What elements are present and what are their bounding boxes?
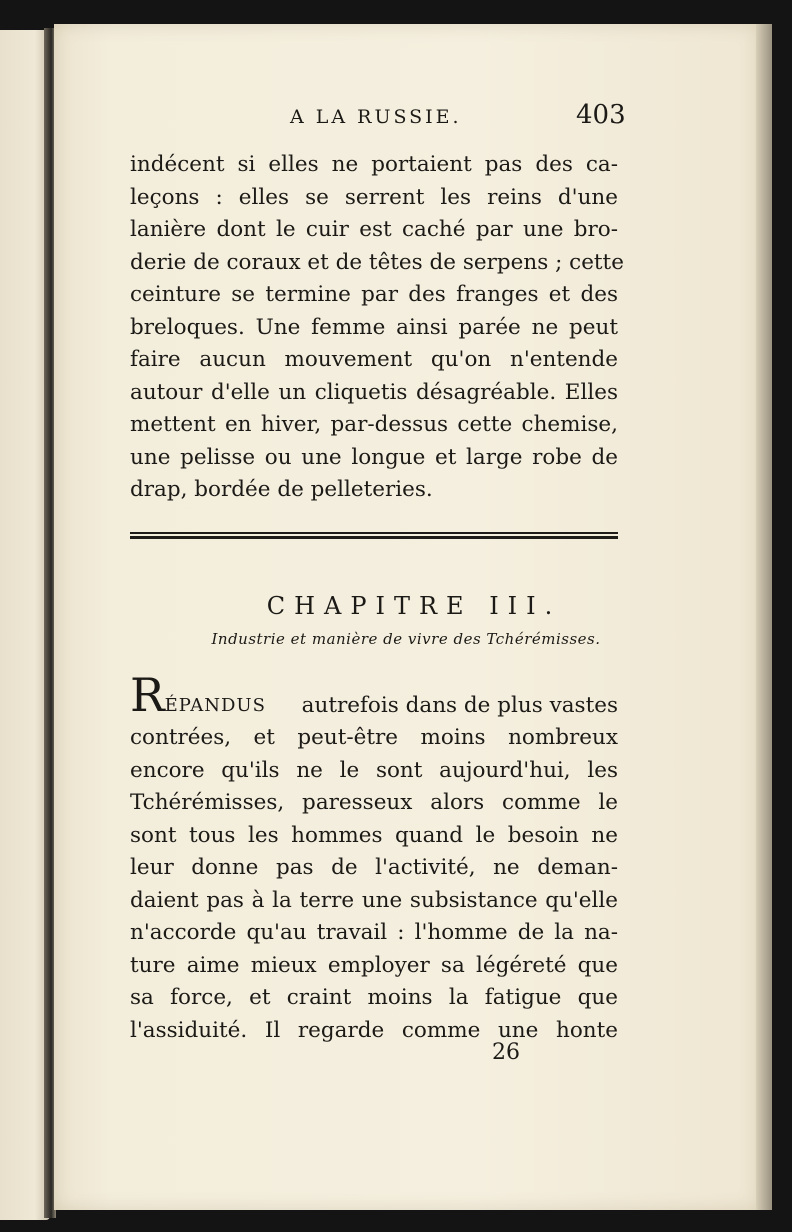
text-line: breloques. Une femme ainsi parée ne peut: [130, 314, 618, 340]
text-line: leur donne pas de l'activité, ne deman-: [130, 855, 618, 880]
chapter-divider-rule: [130, 532, 618, 539]
text-line: n'accorde qu'au travail : l'homme de la na-: [130, 920, 618, 945]
page-number: 403: [576, 100, 626, 130]
opening-word-rest: ÉPANDUS: [164, 694, 266, 716]
text-line: Tchérémisses, paresseux alors comme le: [130, 790, 618, 815]
chapter-subtitle: Industrie et manière de vivre des Tchérémisses.: [211, 630, 601, 648]
text-line: l'assiduité. Il regarde comme une honte: [130, 1017, 618, 1043]
running-head-title: A LA RUSSIE.: [290, 106, 462, 128]
text-line: leçons : elles se serrent les reins d'une: [130, 184, 618, 210]
chapter-opening-paragraph: [130, 667, 618, 1047]
signature-mark: 26: [492, 1040, 520, 1065]
text-line: derie de coraux et de têtes de serpens ; cette: [130, 249, 624, 275]
text-line: une pelisse ou une longue et large robe de: [130, 444, 618, 470]
drop-cap: R: [130, 667, 165, 722]
text-line: drap, bordée de pelleteries.: [130, 477, 433, 502]
text-line: contrées, et peut-être moins nombreux: [130, 725, 618, 750]
opening-word: [130, 667, 266, 723]
text-line: encore qu'ils ne le sont aujourd'hui, les: [130, 757, 618, 783]
opening-line: [130, 667, 618, 722]
text-line: faire aucun mouvement qu'on n'entende: [130, 347, 618, 372]
opening-line-rest: autrefois dans de plus vastes: [301, 692, 618, 718]
text-line: sa force, et craint moins la fatigue que: [130, 985, 618, 1010]
paragraph-continued: [130, 149, 624, 507]
facing-page-edge: [0, 30, 50, 1220]
paragraph-lines: [130, 722, 618, 1047]
page-fore-edge: [756, 24, 772, 1210]
text-line: sont tous les hommes quand le besoin ne: [130, 822, 618, 848]
text-line: ture aime mieux employer sa légéreté que: [130, 952, 618, 978]
text-line: lanière dont le cuir est caché par une bro-: [130, 217, 618, 242]
text-line: mettent en hiver, par-dessus cette chemise,: [130, 412, 618, 437]
text-line: indécent si elles ne portaient pas des ca-: [130, 152, 618, 177]
text-line: daient pas à la terre une subsistance qu'elle: [130, 887, 618, 913]
text-line: autour d'elle un cliquetis désagréable. Elles: [130, 379, 618, 405]
text-line: ceinture se termine par des franges et des: [130, 282, 618, 307]
chapter-title: CHAPITRE III.: [266, 592, 562, 620]
book-page: [54, 24, 758, 1210]
